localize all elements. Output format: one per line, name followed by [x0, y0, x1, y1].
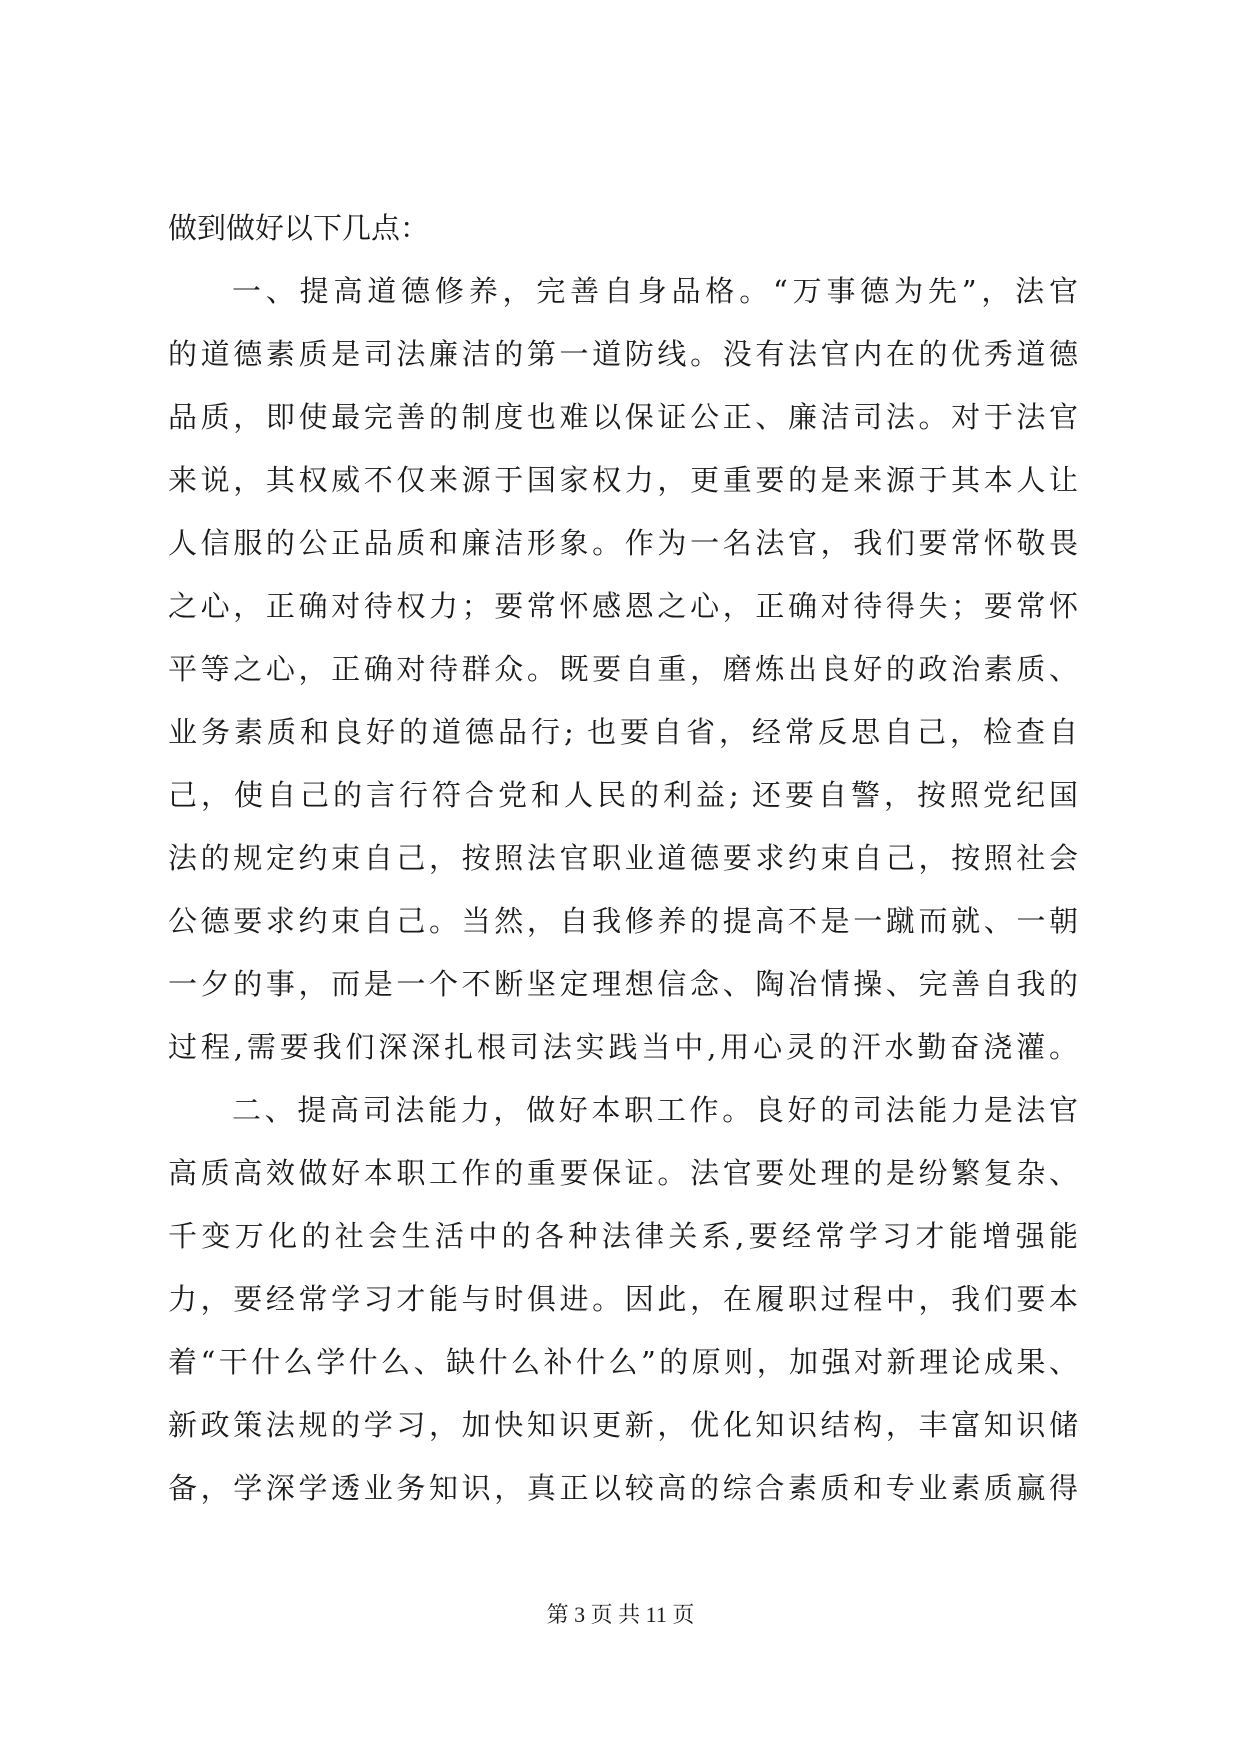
- text-line: 品质，即使最完善的制度也难以保证公正、廉洁司法。对于法官: [168, 400, 1078, 434]
- text-line: 之心，正确对待权力；要常怀感恩之心，正确对待得失；要常怀: [168, 589, 1078, 623]
- body-text: [168, 197, 1078, 1520]
- text-line: 的道德素质是司法廉洁的第一道防线。没有法官内在的优秀道德: [168, 337, 1078, 371]
- text-line: 来说，其权威不仅来源于国家权力，更重要的是来源于其本人让: [168, 463, 1078, 497]
- text-line: 法的规定约束自己，按照法官职业道德要求约束自己，按照社会: [168, 841, 1078, 875]
- text-line: 一夕的事，而是一个不断坚定理想信念、陶冶情操、完善自我的: [168, 967, 1078, 1001]
- text-line: 己，使自己的言行符合党和人民的利益; 还要自警，按照党纪国: [168, 778, 1078, 812]
- text-line: 平等之心，正确对待群众。既要自重，磨炼出良好的政治素质、: [168, 652, 1078, 686]
- text-line: 公德要求约束自己。当然，自我修养的提高不是一蹴而就、一朝: [168, 904, 1078, 938]
- text-line: 新政策法规的学习，加快知识更新，优化知识结构，丰富知识储: [168, 1408, 1078, 1442]
- text-line: 千变万化的社会生活中的各种法律关系,要经常学习才能增强能: [168, 1219, 1078, 1253]
- text-line: 高质高效做好本职工作的重要保证。法官要处理的是纷繁复杂、: [168, 1156, 1078, 1190]
- text-line: 着“干什么学什么、缺什么补什么”的原则，加强对新理论成果、: [168, 1345, 1078, 1379]
- text-line: 人信服的公正品质和廉洁形象。作为一名法官，我们要常怀敬畏: [168, 526, 1078, 560]
- section-heading-line: 二、提高司法能力，做好本职工作。良好的司法能力是法官: [232, 1093, 1078, 1127]
- text-line: 业务素质和良好的道德品行; 也要自省，经常反思自己，检查自: [168, 715, 1078, 749]
- section-heading-line: 一、提高道德修养，完善自身品格。“万事德为先”，法官: [232, 274, 1078, 308]
- text-line: 做到做好以下几点：: [168, 211, 430, 245]
- text-line: 力，要经常学习才能与时俱进。因此，在履职过程中，我们要本: [168, 1282, 1078, 1316]
- page-number-footer: 第 3 页 共 11 页: [546, 1602, 695, 1627]
- text-line: 备，学深学透业务知识，真正以较高的综合素质和专业素质赢得: [168, 1471, 1078, 1505]
- text-line: 过程,需要我们深深扎根司法实践当中,用心灵的汗水勤奋浇灌。: [168, 1030, 1078, 1064]
